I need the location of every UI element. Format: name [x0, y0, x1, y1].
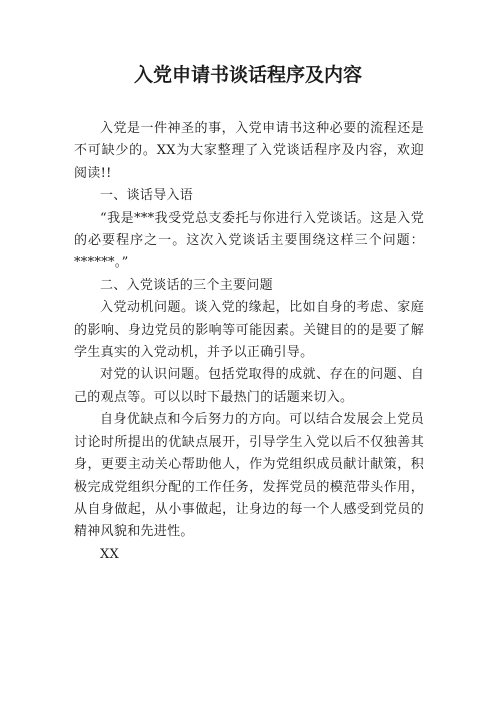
paragraph-party-understanding: 对党的认识问题。包括党取得的成就、存在的问题、自己的观点等。可以以时下最热门的话题来切入。 [74, 367, 424, 405]
document-title: 入党申请书谈话程序及内容 [133, 64, 362, 86]
paragraph-signature: XX [100, 546, 120, 562]
document-body [74, 118, 424, 566]
heading-section-2: 二、入党谈话的三个主要问题 [100, 277, 273, 293]
paragraph-intro: 入党是一件神圣的事，入党申请书这种必要的流程还是不可缺少的。XX为大家整理了入党谈话程序及内容，欢迎阅读!! [74, 121, 424, 181]
paragraph-intro-speech: “我是***我受党总支委托与你进行入党谈话。这是入党的必要程序之一。这次入党谈话主要围绕这样三个问题：******。” [74, 210, 424, 271]
paragraph-motivation: 入党动机问题。谈入党的缘起，比如自身的考虑、家庭的影响、身边党员的影响等可能因素。关键目的的是要了解学生真实的入党动机，并予以正确引导。 [74, 300, 424, 361]
heading-section-1: 一、谈话导入语 [100, 188, 194, 204]
paragraph-strengths-weaknesses: 自身优缺点和今后努力的方向。可以结合发展会上党员讨论时所提出的优缺点展开，引导学生入党以后不仅独善其身，更要主动关心帮助他人，作为党组织成员献计献策，积极完成党组织分配的工作任务，发挥党员的模范带头作用，从自身做起，从小事做起，让身边的每一个人感受到党员的精神风貌和先进性。 [74, 412, 424, 540]
